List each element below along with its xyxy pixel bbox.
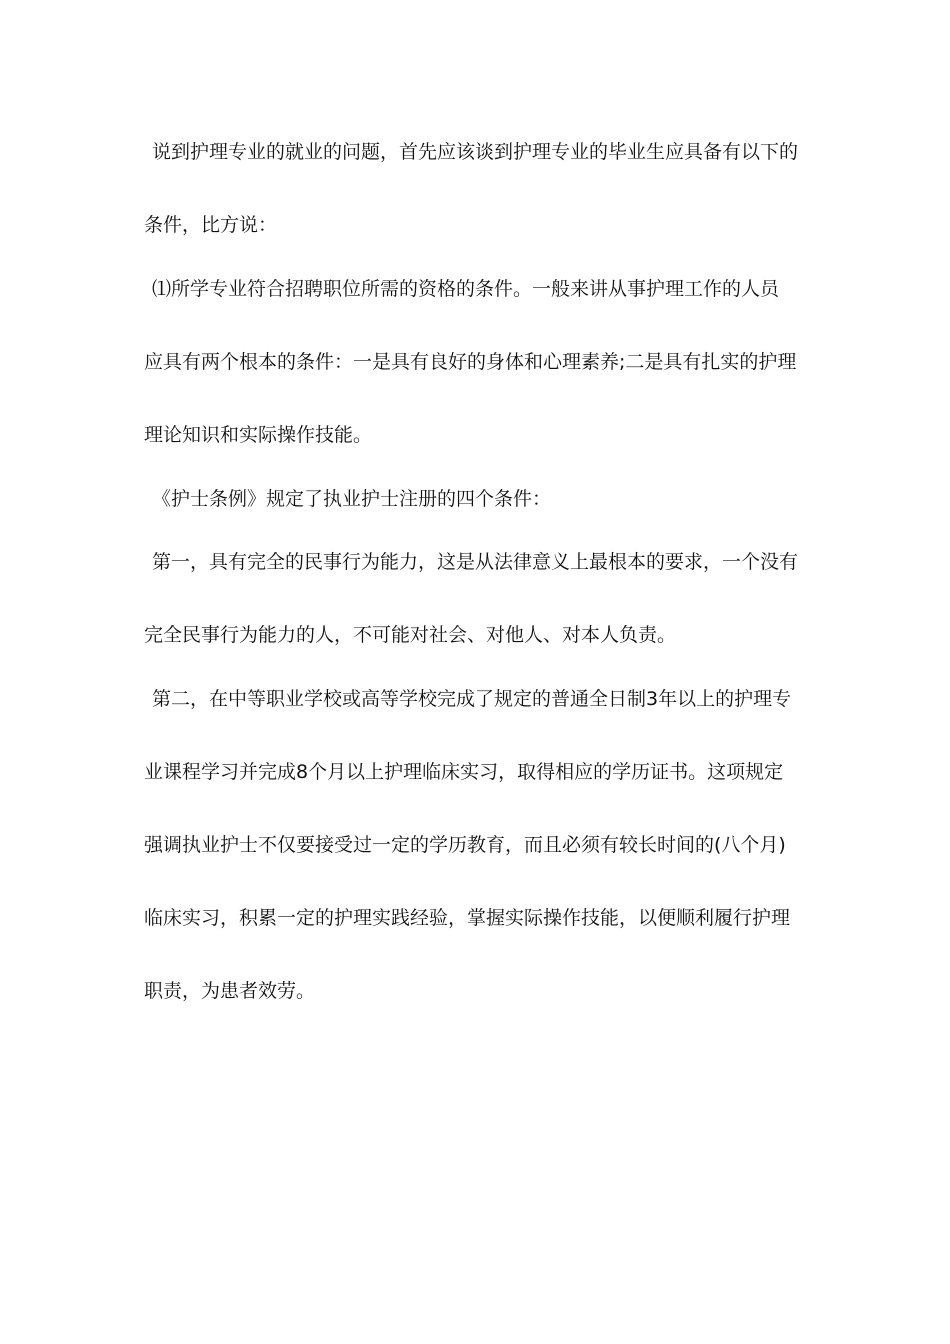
paragraph-1-line-2: 条件，比方说：	[144, 214, 278, 236]
paragraph-5-line-2: 业课程学习并完成8个月以上护理临床实习，取得相应的学历证书。这项规定	[144, 761, 784, 783]
paragraph-5-line-4: 临床实习，积累一定的护理实践经验，掌握实际操作技能，以便顺利履行护理	[144, 907, 791, 929]
paragraph-4-line-1: 第一，具有完全的民事行为能力，这是从法律意义上最根本的要求，一个没有	[152, 551, 799, 573]
paragraph-5-line-1: 第二，在中等职业学校或高等学校完成了规定的普通全日制3年以上的护理专	[152, 688, 792, 710]
paragraph-4-line-2: 完全民事行为能力的人，不可能对社会、对他人、对本人负责。	[144, 624, 677, 646]
paragraph-2-line-2: 应具有两个根本的条件：一是具有良好的身体和心理素养;二是具有扎实的护理	[144, 351, 797, 373]
paragraph-1-line-1: 说到护理专业的就业的问题，首先应该谈到护理专业的毕业生应具备有以下的	[152, 141, 799, 163]
paragraph-2-line-3: 理论知识和实际操作技能。	[144, 424, 373, 446]
paragraph-2-line-1: ⑴所学专业符合招聘职位所需的资格的条件。一般来讲从事护理工作的人员	[152, 278, 780, 300]
paragraph-5-line-5: 职责，为患者效劳。	[144, 980, 316, 1002]
paragraph-5-line-3: 强调执业护士不仅要接受过一定的学历教育，而且必须有较长时间的(八个月)	[144, 834, 786, 856]
paragraph-3-line-1: 《护士条例》规定了执业护士注册的四个条件：	[152, 488, 552, 510]
